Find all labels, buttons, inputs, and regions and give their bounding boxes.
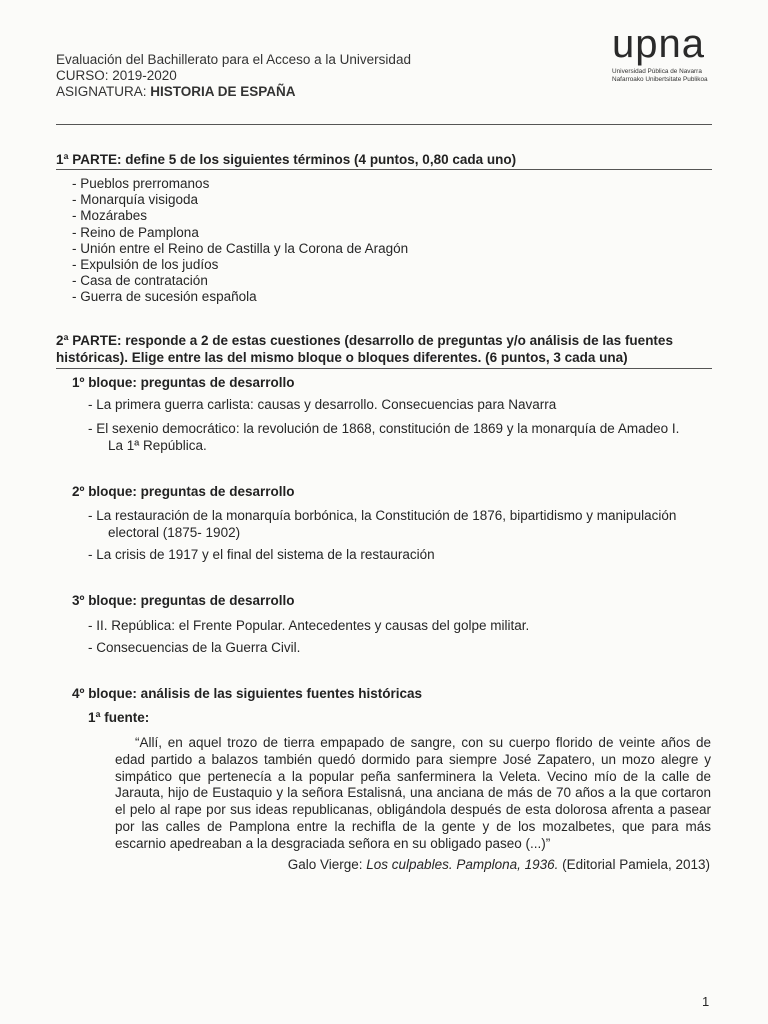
block2-question-1-line-1: - La restauración de la monarquía borbónica, la Constitución de 1876, bipartidismo y manipulación: [88, 508, 677, 523]
terms-list: [72, 176, 408, 306]
list-item: - Monarquía visigoda: [72, 192, 199, 208]
block3-title: 3º bloque: preguntas de desarrollo: [72, 593, 295, 608]
header-divider: [56, 124, 712, 125]
header-subject: [56, 84, 411, 100]
block3-question-1: - II. República: el Frente Popular. Antecedentes y causas del golpe militar.: [88, 618, 530, 633]
block1-question-1: - La primera guerra carlista: causas y desarrollo. Consecuencias para Navarra: [88, 397, 557, 412]
block2-question-2: - La crisis de 1917 y el final del sistema de la restauración: [88, 547, 435, 562]
part2-title: [56, 332, 716, 366]
block4-title: 4º bloque: análisis de las siguientes fuentes históricas: [72, 686, 423, 701]
block1-title: 1º bloque: preguntas de desarrollo: [72, 375, 295, 390]
subject-value: HISTORIA DE ESPAÑA: [150, 84, 296, 99]
part2-underline: [56, 368, 712, 369]
list-item: - Guerra de sucesión española: [72, 289, 257, 305]
block3-question-2: - Consecuencias de la Guerra Civil.: [88, 640, 301, 655]
block2-question-1: [88, 507, 728, 541]
block2-title: 2º bloque: preguntas de desarrollo: [72, 484, 295, 499]
block1-question-2-line-2: La 1ª República.: [108, 438, 207, 453]
part1-title: 1ª PARTE: define 5 de los siguientes términos (4 puntos, 0,80 cada uno): [56, 152, 517, 167]
citation-title: Los culpables. Pamplona, 1936.: [366, 857, 559, 872]
list-item: - Mozárabes: [72, 208, 148, 224]
block1-question-2: [88, 420, 728, 454]
list-item: - Pueblos prerromanos: [72, 176, 210, 191]
header-course: CURSO: 2019-2020: [56, 68, 177, 83]
logo-mark: upna: [612, 22, 705, 66]
list-item: - Reino de Pamplona: [72, 224, 199, 240]
page-number: 1: [702, 994, 710, 1009]
logo-subtitle-1: Universidad Pública de Navarra: [612, 68, 702, 75]
citation-publisher: (Editorial Pamiela, 2013): [562, 857, 710, 872]
list-item: - Casa de contratación: [72, 273, 208, 289]
upna-logo: [612, 24, 722, 83]
citation-author: Galo Vierge:: [287, 857, 363, 872]
logo-subtitle-2: Nafarroako Unibertsitate Publikoa: [612, 75, 708, 83]
source-label: 1ª fuente:: [88, 710, 150, 725]
list-item: - Expulsión de los judíos: [72, 257, 219, 273]
source-citation: [288, 857, 710, 872]
list-item: - Unión entre el Reino de Castilla y la Corona de Aragón: [72, 240, 409, 256]
exam-header: [56, 52, 411, 100]
header-line-1: Evaluación del Bachillerato para el Acceso a la Universidad: [56, 52, 411, 67]
part1-underline: [56, 169, 712, 170]
part2-title-line-2: históricas). Elige entre las del mismo bloque o bloques diferentes. (6 puntos, 3 cada una): [56, 350, 628, 365]
block1-question-2-line-1: - El sexenio democrático: la revolución de 1868, constitución de 1869 y la monarquía de Amadeo I.: [88, 421, 680, 436]
block2-question-1-line-2: electoral (1875- 1902): [108, 525, 241, 540]
source-quote: “Allí, en aquel trozo de tierra empapado de sangre, con su cuerpo florido de veinte años de edad partido a balazos también quedó dormido para siempre José Zapatero, un mozo alegre y simpático que pertenecía a la popular peña sanferminera la Veleta. Vecino mío de la calle de Jarauta, hijo de Eustaquio y la señora Estalisná, una anciana de más de 70 años a la que cortaron el pelo al rape por sus ideas republicanas, obligándola después de esta dolorosa afrenta a pasear por las calles de Pamplona entre la rechifla de la gente y de los mozalbetes, que para más escarnio apedreaban a la desgraciada señora en su obligado paseo (...)”: [115, 735, 711, 851]
subject-label: ASIGNATURA:: [56, 84, 147, 99]
part2-title-line-1: 2ª PARTE: responde a 2 de estas cuestiones (desarrollo de preguntas y/o análisis de las fuentes: [56, 333, 673, 348]
